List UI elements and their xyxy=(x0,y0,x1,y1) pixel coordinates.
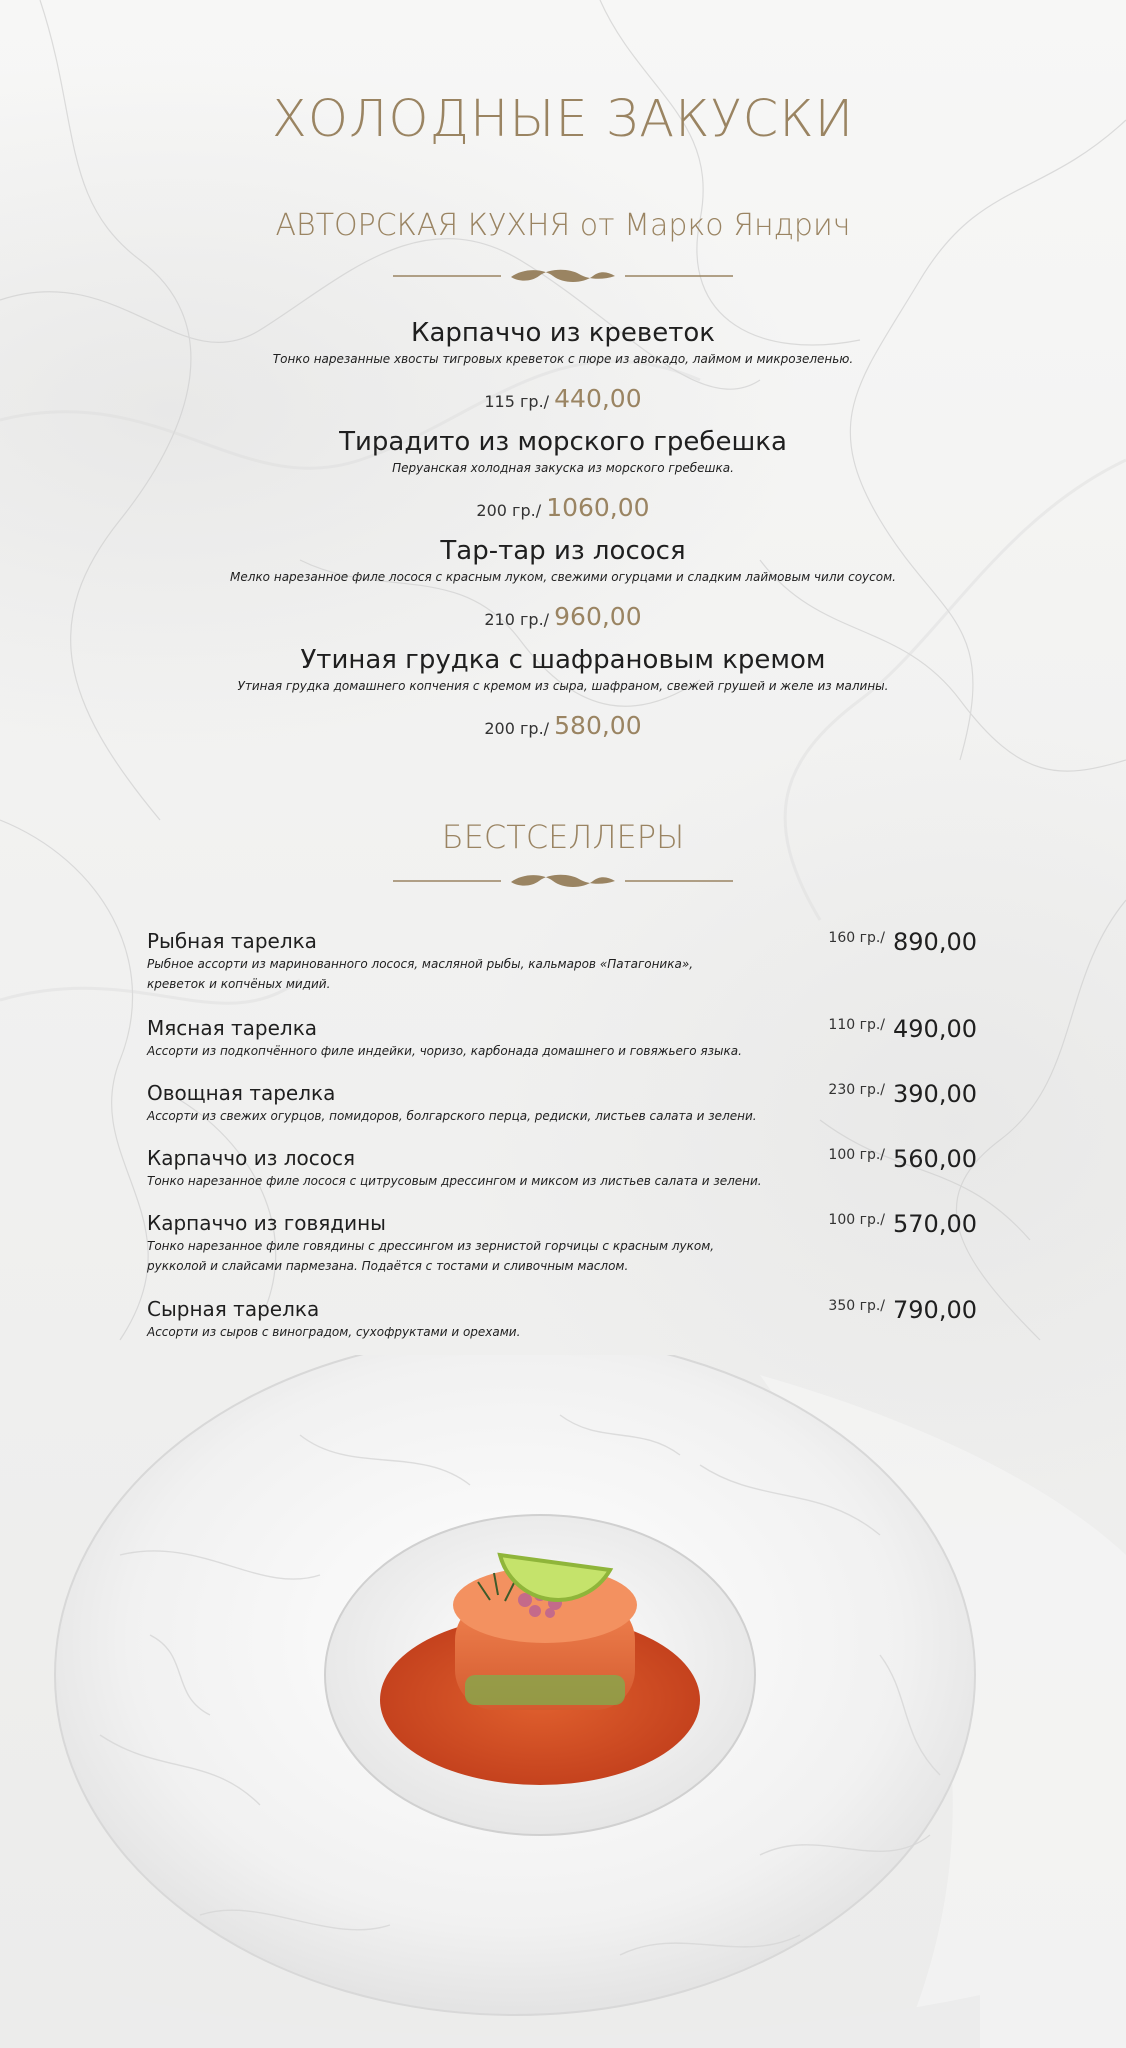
dish-description-cont: креветок и копчёных мидий. xyxy=(147,977,331,991)
dish-name: Сырная тарелка xyxy=(147,1297,320,1321)
dish-weight: 210 гр./ xyxy=(484,610,550,629)
section-subtitle-author-kitchen: АВТОРСКАЯ КУХНЯ от Марко Яндрич xyxy=(275,208,851,243)
menu-item-cheese-platter xyxy=(147,1296,977,1342)
dish-price: 490,00 xyxy=(893,1015,977,1043)
dish-description: Тонко нарезанное филе лосося с цитрусовым дрессингом и миксом из листьев салата и зелени. xyxy=(147,1174,762,1188)
menu-item-beef-carpaccio xyxy=(147,1210,977,1276)
dish-price: 890,00 xyxy=(893,928,977,956)
menu-item-scallop-tiradito xyxy=(113,427,1013,527)
dish-price: 390,00 xyxy=(893,1080,977,1108)
dish-price: 580,00 xyxy=(554,711,642,740)
dish-weight: 350 гр./ xyxy=(828,1298,886,1314)
salmon-tartare-plate-photo xyxy=(0,1355,1126,2048)
dish-description: Ассорти из сыров с виноградом, сухофруктами и орехами. xyxy=(147,1325,521,1339)
dish-description: Ассорти из подкопчённого филе индейки, чоризо, карбонада домашнего и говяжьего языка. xyxy=(147,1044,742,1058)
dish-price: 960,00 xyxy=(554,602,642,631)
dish-price: 440,00 xyxy=(554,384,642,413)
page-title: ХОЛОДНЫЕ ЗАКУСКИ xyxy=(271,90,855,149)
dish-price: 1060,00 xyxy=(546,493,650,522)
dish-name: Утиная грудка с шафрановым кремом xyxy=(300,645,826,675)
dish-description: Тонко нарезанное филе говядины с дрессингом из зернистой горчицы с красным луком, xyxy=(147,1239,715,1253)
dish-name: Мясная тарелка xyxy=(147,1016,318,1040)
menu-item-duck-breast xyxy=(113,645,1013,745)
dish-name: Карпаччо из креветок xyxy=(411,318,715,348)
dish-weight: 160 гр./ xyxy=(828,930,886,946)
menu-item-meat-platter xyxy=(147,1015,977,1061)
dish-name: Карпаччо из лосося xyxy=(147,1146,355,1170)
dish-name: Рыбная тарелка xyxy=(147,929,317,953)
dish-name: Тирадито из морского гребешка xyxy=(339,427,787,457)
dish-price: 570,00 xyxy=(893,1210,977,1238)
dish-description-cont: рукколой и слайсами пармезана. Подаётся с тостами и сливочным маслом. xyxy=(147,1259,629,1273)
dish-name: Тар-тар из лосося xyxy=(440,536,686,566)
dish-weight: 200 гр./ xyxy=(484,719,550,738)
dish-name: Карпаччо из говядины xyxy=(147,1211,386,1235)
dish-weight: 230 гр./ xyxy=(828,1082,886,1098)
dish-weight: 115 гр./ xyxy=(484,392,550,411)
dish-description: Ассорти из свежих огурцов, помидоров, болгарского перца, редиски, листьев салата и зелени. xyxy=(147,1109,757,1123)
dish-name: Овощная тарелка xyxy=(147,1081,336,1105)
dish-description: Тонко нарезанные хвосты тигровых креветок с пюре из авокадо, лаймом и микрозеленью. xyxy=(272,352,854,366)
dish-weight: 100 гр./ xyxy=(828,1147,886,1163)
menu-item-fish-platter xyxy=(147,928,977,994)
menu-item-vegetable-platter xyxy=(147,1080,977,1126)
ornament-divider-icon xyxy=(393,869,733,893)
section-title-bestsellers: БЕСТСЕЛЛЕРЫ xyxy=(441,818,685,856)
dish-weight: 110 гр./ xyxy=(828,1017,886,1033)
dish-price: 790,00 xyxy=(893,1296,977,1324)
menu-item-salmon-tartare xyxy=(113,536,1013,636)
menu-item-shrimp-carpaccio xyxy=(113,318,1013,418)
dish-description: Рыбное ассорти из маринованного лосося, масляной рыбы, кальмаров «Патагоника», xyxy=(147,957,694,971)
dish-price: 560,00 xyxy=(893,1145,977,1173)
menu-item-salmon-carpaccio xyxy=(147,1145,977,1191)
dish-weight: 200 гр./ xyxy=(476,501,542,520)
dish-description: Утиная грудка домашнего копчения с кремом из сыра, шафраном, свежей грушей и желе из малины. xyxy=(237,679,889,693)
dish-description: Мелко нарезанное филе лосося с красным луком, свежими огурцами и сладким лаймовым чили соусом. xyxy=(230,570,896,584)
dish-weight: 100 гр./ xyxy=(828,1212,886,1228)
ornament-divider-icon xyxy=(393,264,733,288)
dish-description: Перуанская холодная закуска из морского гребешка. xyxy=(392,461,734,475)
